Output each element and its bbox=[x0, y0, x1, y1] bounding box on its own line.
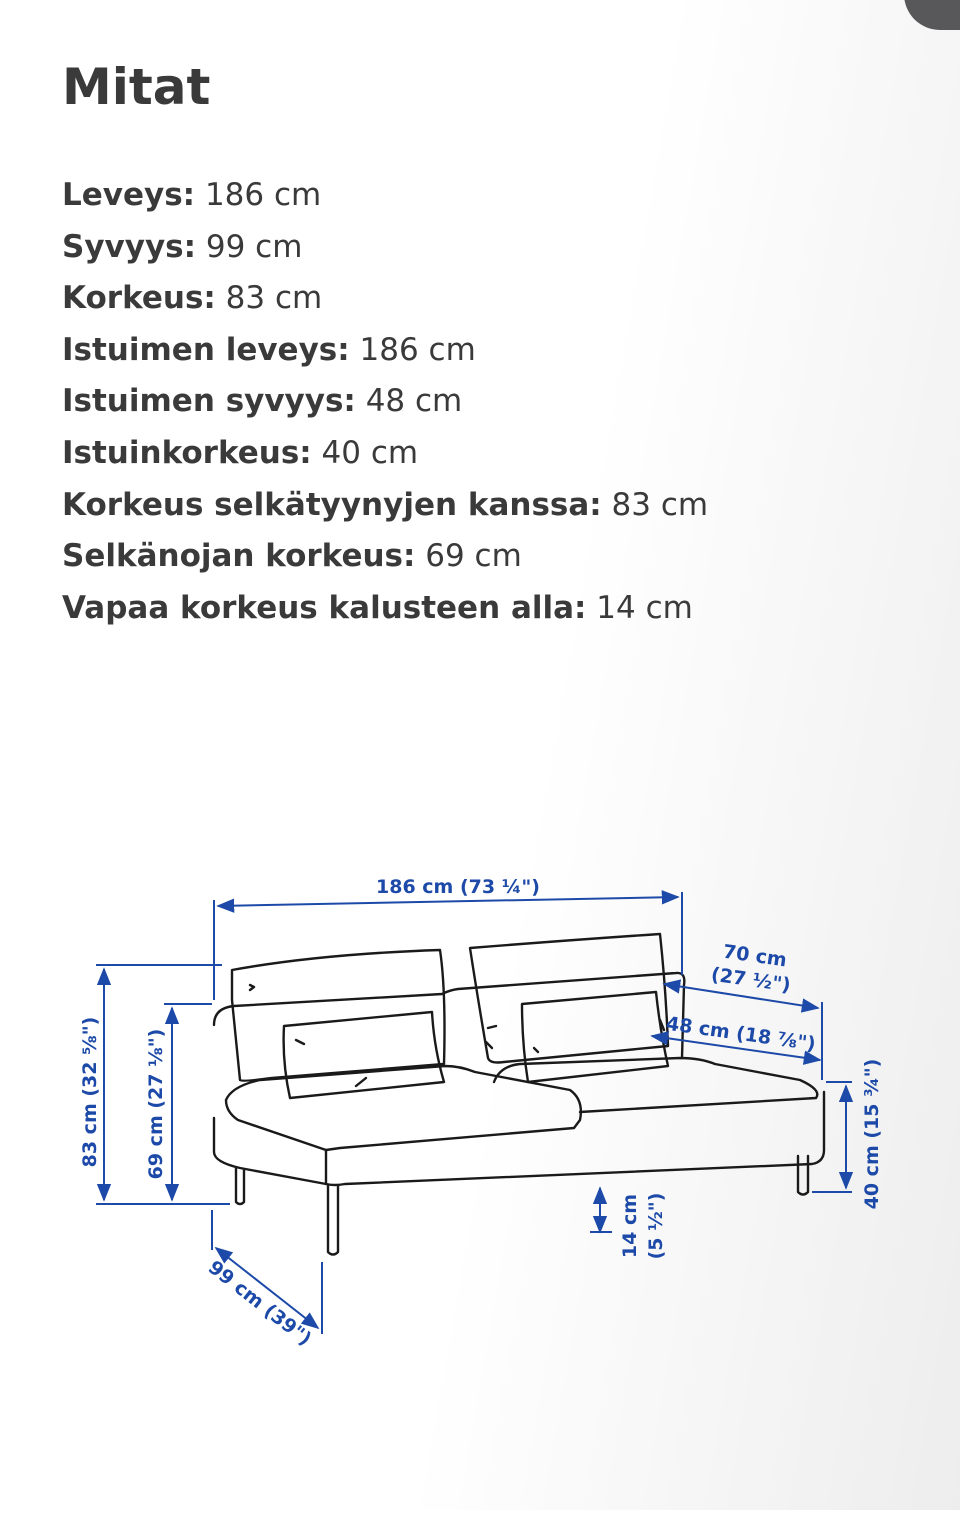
dimensions-list bbox=[62, 170, 708, 634]
dimension-row-height bbox=[62, 273, 708, 325]
diagram-label-back-depth-cm: 70 cm bbox=[721, 940, 789, 972]
dimension-value: 99 cm bbox=[205, 228, 303, 265]
dimension-label: Leveys: bbox=[62, 177, 196, 213]
dimension-label: Istuimen leveys: bbox=[62, 331, 350, 368]
dimension-label: Korkeus: bbox=[62, 280, 216, 317]
dimension-label: Selkänojan korkeus: bbox=[62, 538, 416, 575]
diagram-label-back-height: 69 cm (27 ⅛") bbox=[145, 1028, 167, 1180]
dimension-label: Korkeus selkätyynyjen kanssa: bbox=[62, 486, 602, 523]
dimension-row-depth bbox=[62, 222, 708, 274]
dimension-value: 69 cm bbox=[425, 538, 522, 575]
diagram-label-width: 186 cm (73 ¼") bbox=[376, 876, 540, 898]
diagram-label-clearance-in: (5 ½") bbox=[645, 1192, 667, 1260]
dimension-value: 83 cm bbox=[225, 280, 323, 317]
dimension-label: Istuinkorkeus: bbox=[62, 434, 312, 471]
dimension-row-seat-height bbox=[62, 428, 708, 480]
diagram-label-total-height: 83 cm (32 ⅝") bbox=[79, 1016, 101, 1168]
diagram-label-depth: 99 cm (39") bbox=[203, 1256, 316, 1351]
dimension-value: 40 cm bbox=[321, 434, 419, 471]
dimension-value: 14 cm bbox=[596, 589, 693, 626]
dimension-row-seat-width bbox=[62, 325, 708, 377]
dimension-value: 186 cm bbox=[204, 177, 322, 213]
dimension-row-backrest-height bbox=[62, 531, 708, 583]
bottom-strip bbox=[0, 1510, 960, 1526]
diagram-label-seat-depth: 48 cm (18 ⅞") bbox=[664, 1012, 817, 1056]
diagram-label-back-depth-in: (27 ½") bbox=[709, 963, 792, 997]
dimension-value: 186 cm bbox=[359, 331, 476, 368]
diagram-label-clearance-cm: 14 cm bbox=[619, 1193, 641, 1259]
dimension-row-clearance bbox=[62, 583, 708, 635]
dimension-label: Istuimen syvyys: bbox=[62, 383, 356, 420]
sofa-dimension-diagram bbox=[0, 860, 960, 1360]
dimension-value: 48 cm bbox=[365, 383, 463, 420]
dimension-label: Syvyys: bbox=[62, 228, 197, 265]
diagram-label-seat-height: 40 cm (15 ¾") bbox=[861, 1058, 883, 1210]
dimension-row-width bbox=[62, 170, 708, 222]
dimension-value: 83 cm bbox=[611, 486, 709, 523]
page-title: Mitat bbox=[62, 58, 211, 116]
dimension-row-height-cushions bbox=[62, 480, 708, 532]
dimension-row-seat-depth bbox=[62, 376, 708, 428]
dimension-label: Vapaa korkeus kalusteen alla: bbox=[62, 589, 587, 626]
